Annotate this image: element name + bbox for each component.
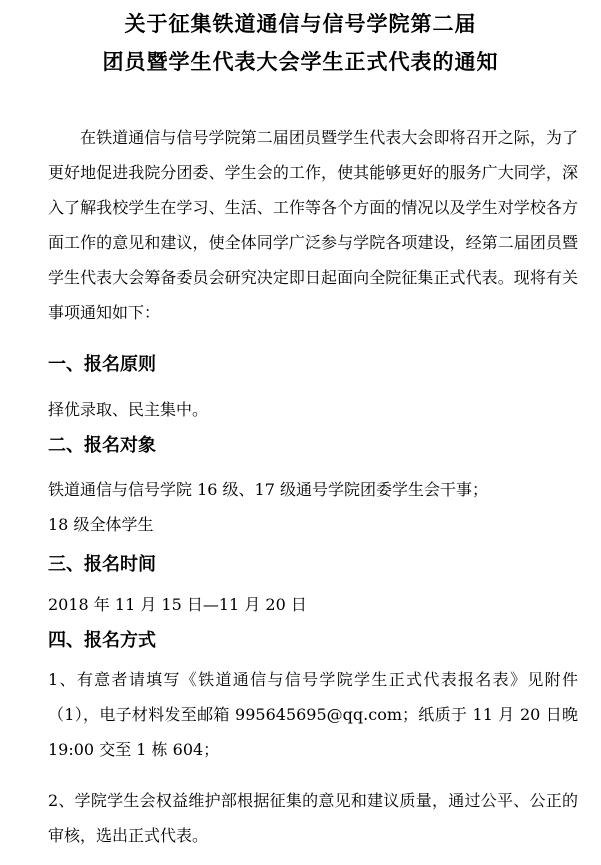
section-text-target-2: 18 级全体学生 — [48, 515, 154, 534]
section-text-principle: 择优录取、民主集中。 — [48, 400, 209, 419]
section-heading-target: 二、报名对象 — [48, 435, 156, 456]
section-heading-time: 三、报名时间 — [48, 554, 156, 575]
document-title-line-1: 关于征集铁道通信与信号学院第二届 — [124, 12, 477, 36]
document-title-line-2: 团员暨学生代表大会学生正式代表的通知 — [102, 50, 499, 74]
section-text-target-1: 铁道通信与信号学院 16 级、17 级通号学院团委学生会干事； — [48, 480, 488, 499]
section-heading-principle: 一、报名原则 — [48, 354, 156, 375]
section-text-time: 2018 年 11 月 15 日—11 月 20 日 — [48, 595, 307, 614]
section-heading-method: 四、报名方式 — [48, 630, 156, 651]
section-text-method-1: 1、有意者请填写《铁道通信与信号学院学生正式代表报名表》见附件（1），电子材料发至邮箱 995645695@qq.com；纸质于 11 月 20 日晚 19:00 交至 1 栋 604； — [48, 670, 578, 759]
section-text-method-2: 2、学院学生会权益维护部根据征集的意见和建议质量，通过公平、公正的审核，选出正式代表。 — [48, 791, 578, 845]
intro-paragraph: 在铁道通信与信号学院第二届团员暨学生代表大会即将召开之际，为了更好地促进我院分团委、学生会的工作，使其能够更好的服务广大同学，深入了解我校学生在学习、生活、工作等各个方面的情况以及学生对学校各方面工作的意见和建议，使全体同学广泛参与学院各项建设，经第二届团员暨学生代表大会筹备委员会研究决定即日起面向全院征集正式代表。现将有关事项通知如下： — [48, 128, 578, 322]
